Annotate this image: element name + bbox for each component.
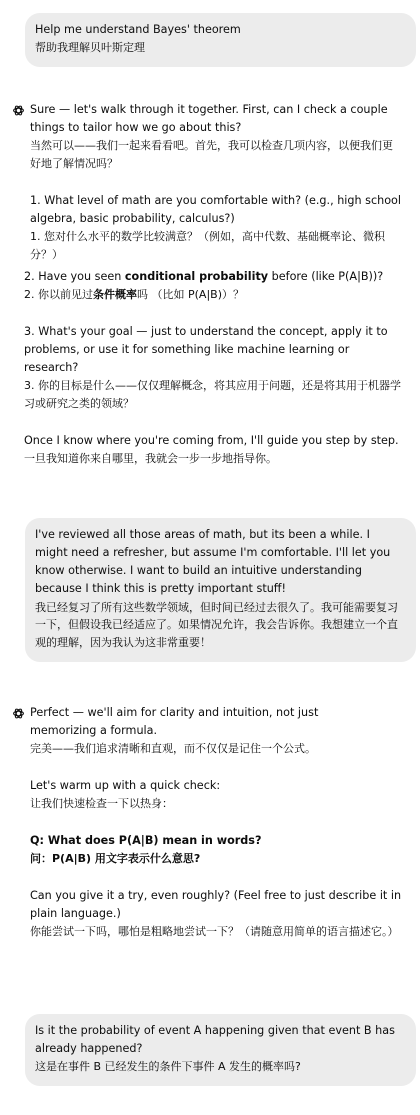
user-message <box>25 13 416 67</box>
warmup-zh: 让我们快速检查一下以热身： <box>30 797 173 811</box>
assistant-message <box>12 101 402 468</box>
assistant-intro-en: Perfect — we'll aim for clarity and intuition, not just memorizing a formula. <box>30 706 319 738</box>
user-message-zh: 我已经复习了所有这些数学领域，但时间已经过去很久了。我可能需要复习一下，但假设我已经适应了。如果情况允许，我会告诉你。我想建立一个直观的理解，因为我认为这非常重要！ <box>35 600 398 650</box>
question-3-en: 3. What's your goal — just to understand the concept, apply it to problems, or use it for something like machine learning or research? <box>24 324 388 375</box>
question-2-en: 2. Have you seen conditional probability before (like P(A|B))? <box>24 269 384 283</box>
user-message-en: Is it the probability of event A happening given that event B has already happened? <box>35 1024 395 1056</box>
assistant-message <box>12 704 402 941</box>
assistant-intro-en: Sure — let's walk through it together. First, can I check a couple things to tailor how we go about this? <box>30 103 388 135</box>
question-2-zh: 2. 你以前见过条件概率吗 （比如 P(A|B)）？ <box>24 287 244 301</box>
assistant-outro-en: Once I know where you're coming from, I'll guide you step by step. <box>24 433 399 447</box>
question-1-zh: 1. 您对什么水平的数学比较满意？（例如，高中代数、基础概率论、微积分？） <box>30 230 385 261</box>
user-message <box>25 518 416 662</box>
user-message-en: Help me understand Bayes' theorem <box>35 23 241 36</box>
openai-logo-icon <box>12 707 25 720</box>
try-prompt-zh: 你能尝试一下吗，哪怕是粗略地尝试一下？（请随意用简单的语言描述它。） <box>30 925 399 939</box>
assistant-intro-zh: 当然可以——我们一起来看看吧。首先，我可以检查几项内容，以便我们更好地了解情况吗？ <box>30 139 393 171</box>
quiz-question-en: Q: What does P(A|B) mean in words? <box>30 834 262 848</box>
user-message-zh: 这是在事件 B 已经发生的条件下事件 A 发生的概率吗? <box>35 1060 301 1074</box>
assistant-outro-zh: 一旦我知道你来自哪里，我就会一步一步地指导你。 <box>24 451 277 465</box>
try-prompt-en: Can you give it a try, even roughly? (Feel free to just describe it in plain language.) <box>30 889 402 921</box>
assistant-intro-zh: 完美——我们追求清晰和直观，而不仅仅是记住一个公式。 <box>30 742 316 756</box>
warmup-en: Let's warm up with a quick check: <box>30 779 221 793</box>
quiz-question-zh: 问：P(A|B) 用文字表示什么意思? <box>30 852 201 866</box>
user-message-zh: 帮助我理解贝叶斯定理 <box>35 41 145 55</box>
user-message-en: I've reviewed all those areas of math, but its been a while. I might need a refresher, but assume I'm comfortable. I'll let you know otherwise. I want to build an intuitive understanding because I think this is pretty important stuff! <box>35 528 391 596</box>
user-message <box>25 1014 416 1086</box>
question-1-en: 1. What level of math are you comfortable with? (e.g., high school algebra, basic probability, calculus?) <box>30 193 402 226</box>
openai-logo-icon <box>12 104 25 117</box>
question-3-zh: 3. 你的目标是什么——仅仅理解概念，将其应用于问题，还是将其用于机器学习或研究之类的领域？ <box>24 379 401 410</box>
